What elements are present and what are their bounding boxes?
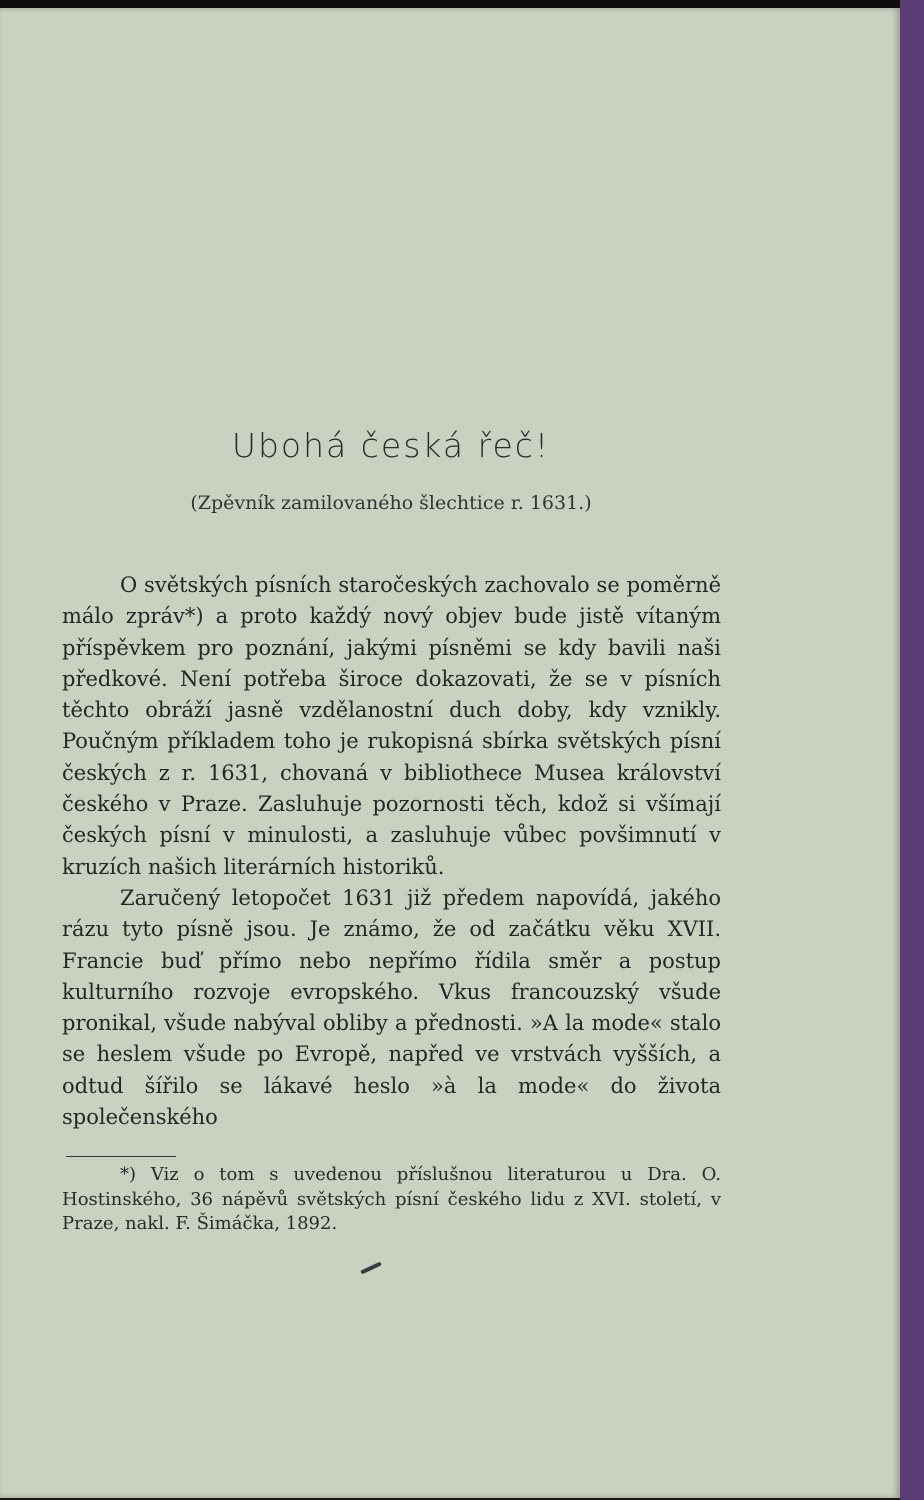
page-title: Ubohá česká řeč! bbox=[231, 426, 551, 465]
page-subtitle: (Zpěvník zamilovaného šlechtice r. 1631.) bbox=[190, 492, 592, 514]
footnote bbox=[62, 1163, 721, 1237]
footnote-divider bbox=[66, 1156, 176, 1157]
paragraph-1: O světských písních staročeských zachovalo se poměrně málo zpráv*) a proto každý nový objev bude jistě vítaným příspěvkem pro poznání, jakými písněmi se kdy bavili naši předkové. Není potřeba široce dokazovati, že se v písních těchto obráží jasně vzdělanostní duch doby, kdy vznikly. Poučným příkladem toho je rukopisná sbírka světských písní českých z r. 1631, chovaná v bibliothece Musea království českého v Praze. Zasluhuje pozornosti těch, kdož si všímají českých písní v minulosti, a zasluhuje vůbec povšimnutí v kruzích našich literárních historiků. bbox=[62, 573, 721, 879]
footnote-text: *) Viz o tom s uvedenou příslušnou literaturou u Dra. O. Hostinského, 36 nápěvů světských písní českého lidu z XVI. století, v Praze, nakl. F. Šimáčka, 1892. bbox=[62, 1164, 721, 1234]
scan-top-edge bbox=[0, 0, 924, 8]
ink-mark bbox=[360, 1262, 382, 1275]
scan-right-edge bbox=[900, 0, 924, 1500]
body-text bbox=[62, 570, 721, 1133]
book-page bbox=[0, 8, 900, 1498]
paragraph-2: Zaručený letopočet 1631 již předem napovídá, jakého rázu tyto písně jsou. Je známo, že od začátku věku XVII. Francie buď přímo nebo nepřímo řídila směr a postup kulturního rozvoje evropského. Vkus francouzský všude pronikal, všude nabýval obliby a přednosti. »A la mode« stalo se heslem všude po Evropě, napřed ve vrstvách vyšších, a odtud šířilo se lákavé heslo »à la mode« do života společenského bbox=[62, 885, 721, 1130]
